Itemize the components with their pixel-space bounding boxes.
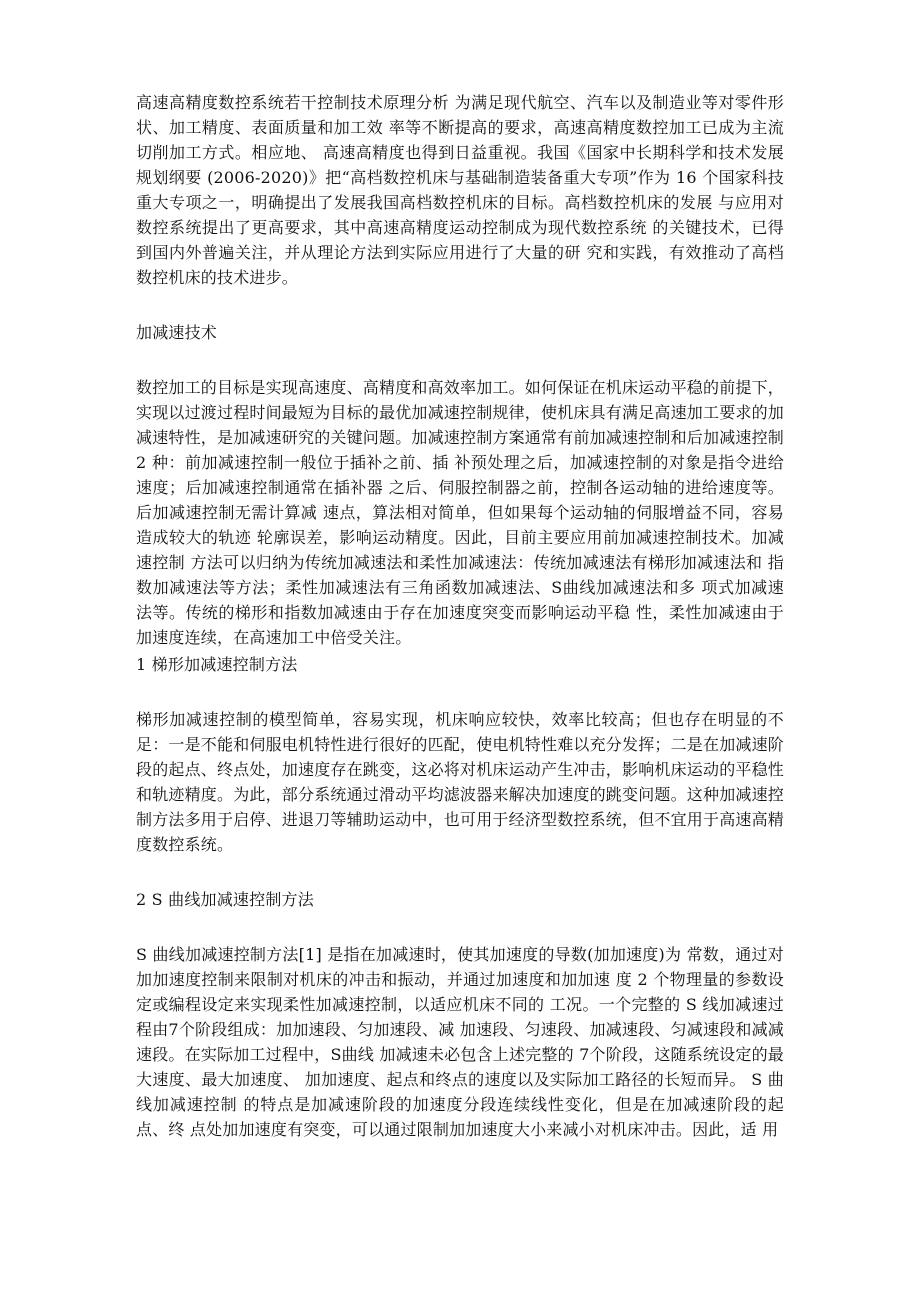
subsection-body-trapezoidal: 梯形加减速控制的模型简单，容易实现，机床响应较快，效率比较高；但也存在明显的不足：一是不能和伺服电机特性进行很好的匹配，使电机特性难以充分发挥；二是在加减速阶段的起点、终点处，加速度存在跳变，这必将对机床运动产生冲击，影响机床运动的平稳性和轨迹精度。为此，部分系统通过滑动平均滤波器来解决加速度的跳变问题。这种加减速控制方法多用于启停、进退刀等辅助运动中，也可用于经济型数控系统，但不宜用于高速高精度数控系统。 [136, 710, 785, 854]
subsection-heading-trapezoidal: 1 梯形加减速控制方法 [136, 655, 298, 674]
subsection-body-s-curve: S 曲线加减速控制方法[1] 是指在加减速时，使其加速度的导数(加加速度)为 常数，通过对加加速度控制来限制对机床的冲击和振动，并通过加速度和加加速 度 2 个物理量的参数设定或编程设定来实现柔性加减速控制，以适应机床不同的 工况。一个完整的 S 线加减速过程由7个阶段组成：加加速段、匀加速段、减 加速段、匀速段、加减速段、匀减速段和减减速段。在实际加工过程中，S曲线 加减速未必包含上述完整的 7个阶段，这随系统设定的最大速度、最大加速度、 加加速度、起点和终点的速度以及实际加工路径的长短而异。 S 曲线加减速控制 的特点是加减速阶段的加速度分段连续线性变化，但是在加减速阶段的起点、终 点处加加速度有突变，可以通过限制加加速度大小来减小对机床冲击。因此，适 用 [136, 945, 784, 1139]
section-heading-acceleration: 加减速技术 [136, 323, 218, 342]
subsection-heading-s-curve: 2 S 曲线加减速控制方法 [136, 890, 314, 909]
section-body-paragraph: 数控加工的目标是实现高速度、高精度和高效率加工。如何保证在机床运动平稳的前提下，实现以过渡过程时间最短为目标的最优加减速控制规律，使机床具有满足高速加工要求的加减速特性，是加减速研究的关键问题。加减速控制方案通常有前加减速控制和后加减速控制 2 种：前加减速控制一般位于插补之前、插 补预处理之后，加减速控制的对象是指令进给速度；后加减速控制通常在插补器 之后、伺服控制器之前，控制各运动轴的进给速度等。后加减速控制无需计算减 速点，算法相对简单，但如果每个运动轴的伺服增益不同，容易造成较大的轨迹 轮廓误差，影响运动精度。因此，目前主要应用前加减速控制技术。加减速控制 方法可以归纳为传统加减速法和柔性加减速法：传统加减速法有梯形加减速法和 指数加减速法等方法；柔性加减速法有三角函数加减速法、S曲线加减速法和多 项式加减速法等。传统的梯形和指数加减速由于存在加速度突变而影响运动平稳 性，柔性加减速由于加速度连续，在高速加工中倍受关注。 [136, 378, 785, 647]
intro-paragraph: 高速高精度数控系统若干控制技术原理分析 为满足现代航空、汽车以及制造业等对零件形状、加工精度、表面质量和加工效 率等不断提高的要求，高速高精度数控加工已成为主流切削加工方式。相应地、 高速高精度也得到日益重视。我国《国家中长期科学和技术发展规划纲要 (2006-2020)》把“高档数控机床与基础制造装备重大专项”作为 16 个国家科技 重大专项之一，明确提出了发展我国高档数控机床的目标。高档数控机床的发展 与应用对数控系统提出了更高要求，其中高速高精度运动控制成为现代数控系统 的关键技术，已得到国内外普遍关注，并从理论方法到实际应用进行了大量的研 究和实践，有效推动了高档数控机床的技术进步。 [136, 93, 784, 287]
